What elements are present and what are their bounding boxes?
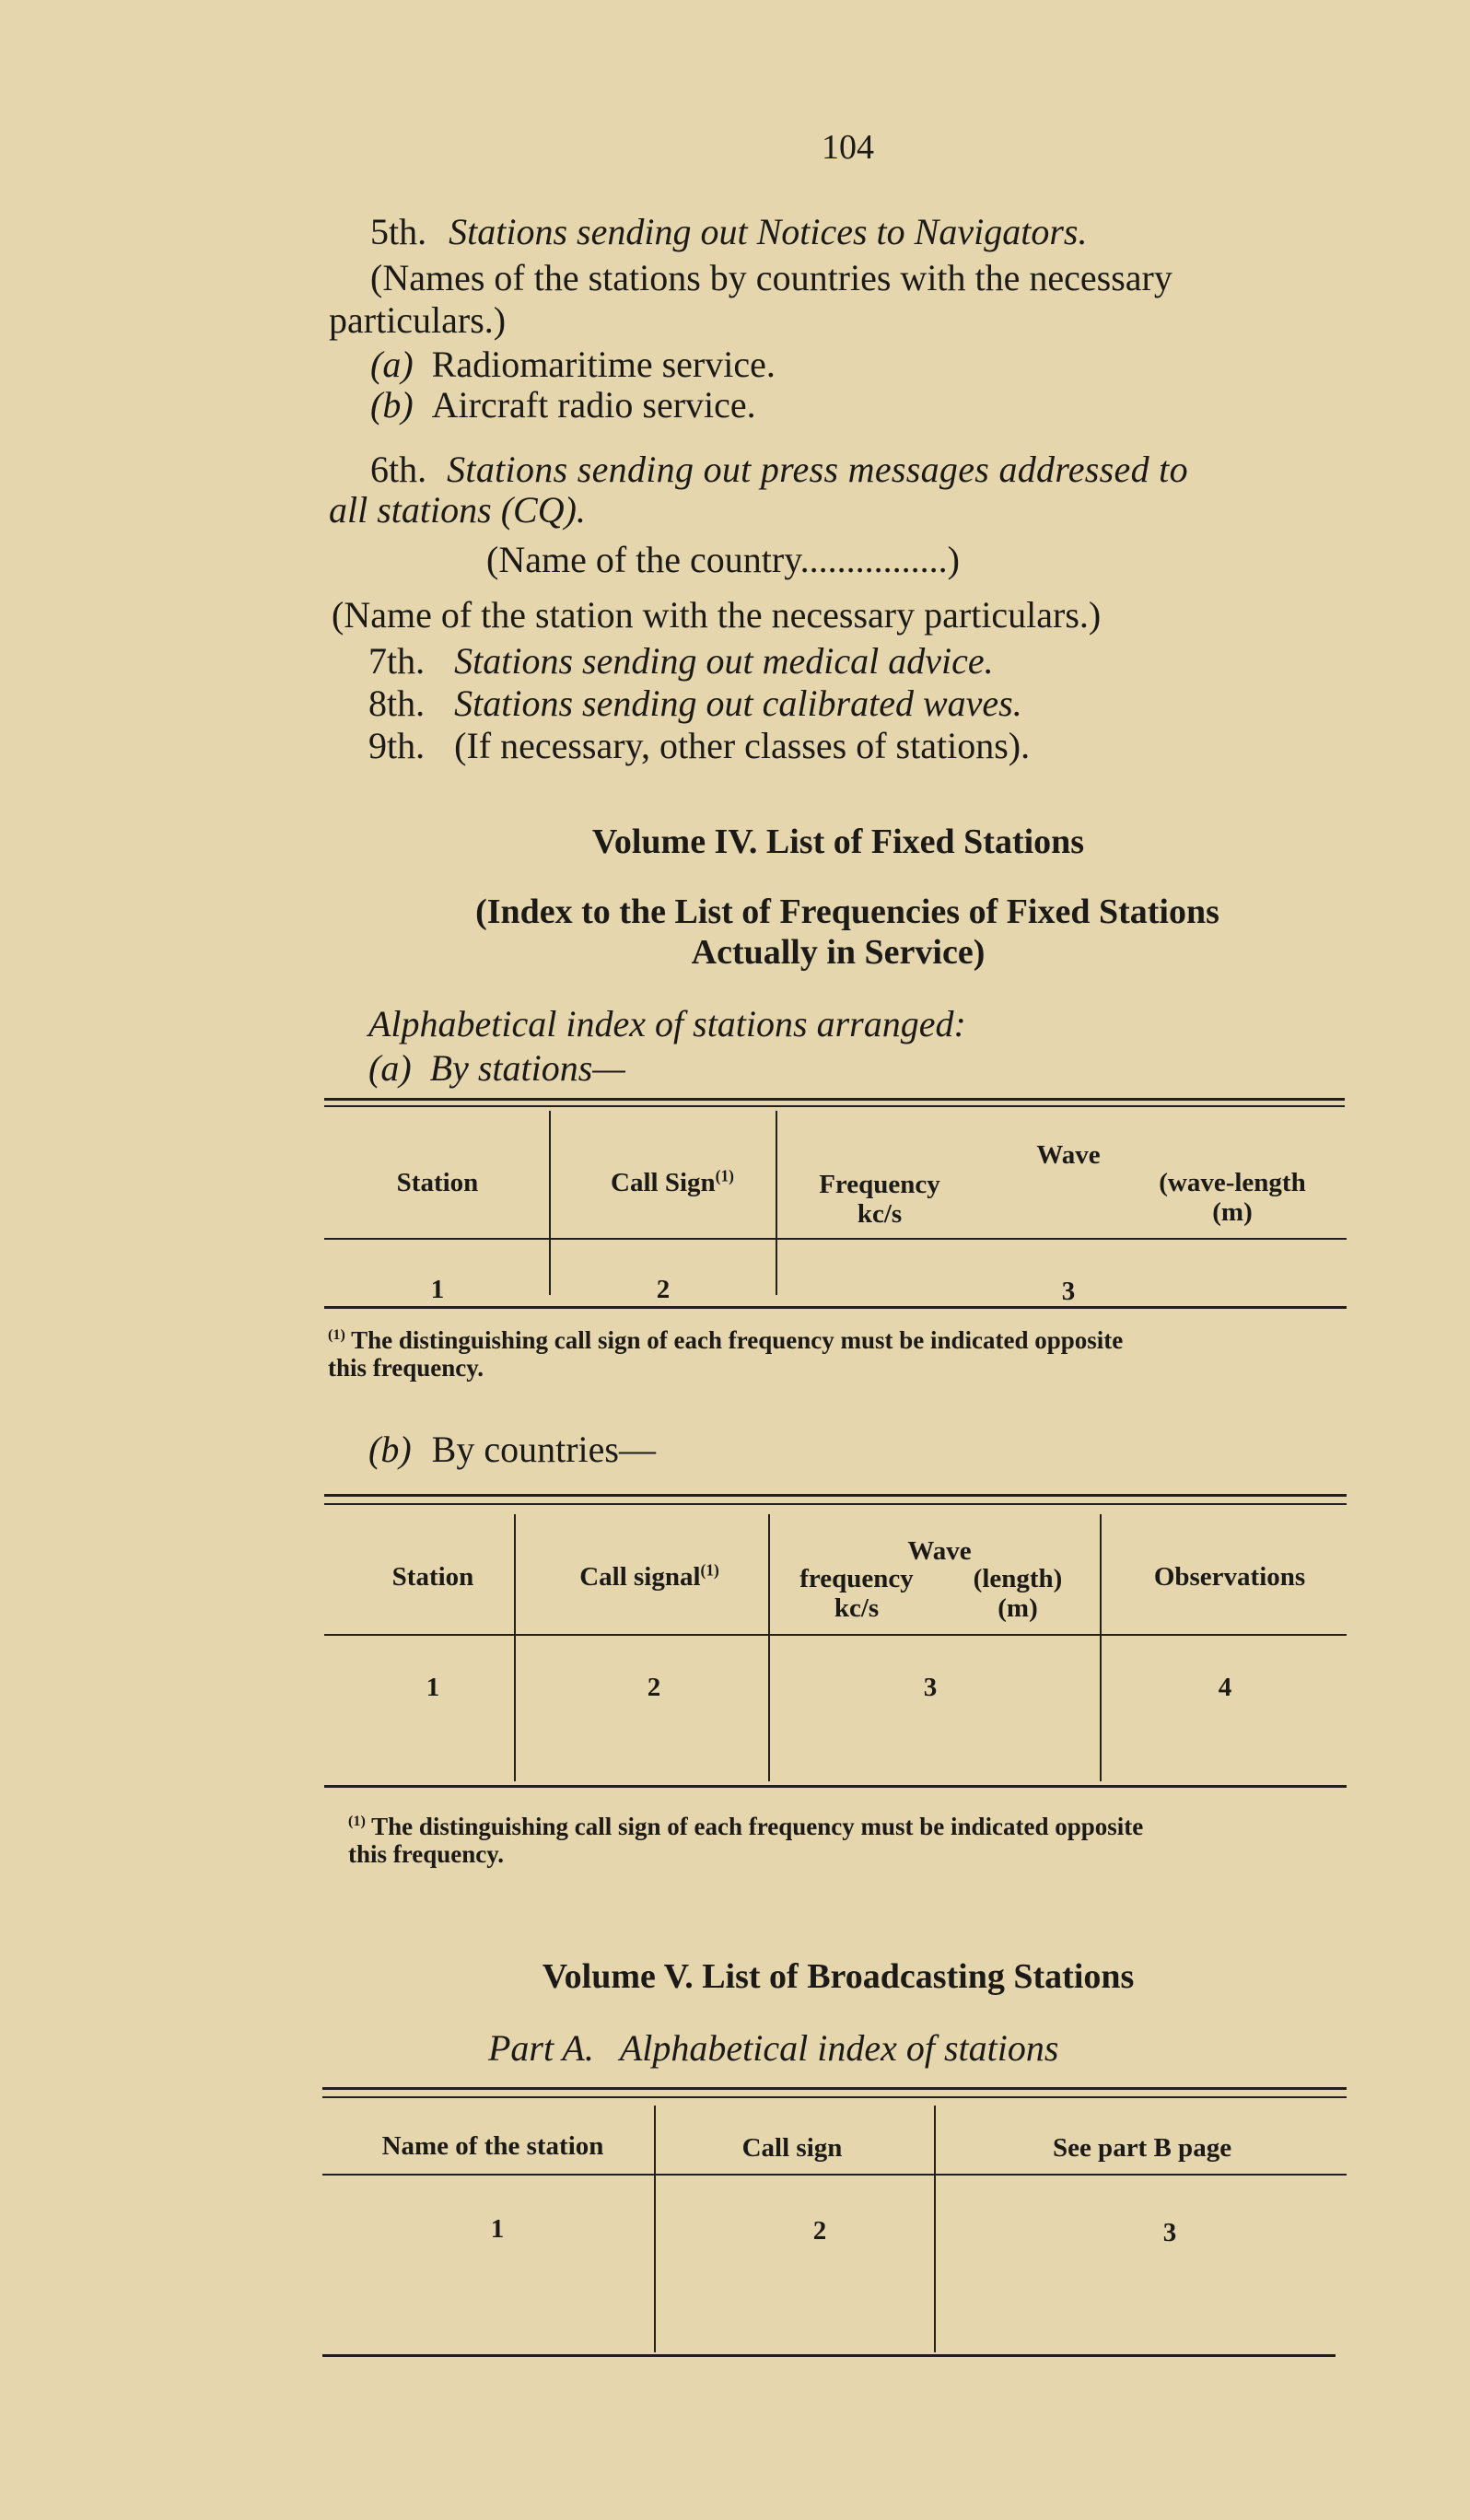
table-c-header-call-sign: Call sign [741,2133,843,2163]
table-a-header-wavelength: (wave-length (m) [1159,1168,1306,1227]
table-a-header-rule [324,1238,1347,1240]
table-b-divider-2 [768,1514,770,1781]
item-7-text: Stations sending out medical advice. [454,640,994,682]
volume-4-title: Volume IV. List of Fixed Stations [591,822,1085,861]
item-5-b-label: (b) [370,384,414,426]
table-b-header-observations: Observations [1153,1562,1306,1592]
table-c-bottom-rule [322,2354,1336,2357]
item-6-title-line-2: all stations (CQ). [329,489,586,531]
volume-4-b-label: (b) [368,1429,412,1470]
table-a-footnote: $^{(1)}$ The distinguishing call sign of each frequency must be indicated opposite this frequency. [328,1326,1124,1382]
item-5-number: 5th. [370,211,427,252]
table-a-top-rule [324,1098,1345,1101]
volume-5-title: Volume V. List of Broadcasting Stations [542,1957,1135,1996]
table-a-col-number-2: 2 [656,1275,671,1304]
document-page: 104 5th. Stations sending out Notices to Navigators. (Names of the stations by countries with the necessary particulars.) (a) Radiomaritime service. (b) Aircraft radio service. 6th. Stations sending out press messages addressed to all stations (CQ). (Name of the country................) (Name of the station with the necessary particulars.) 7th. Stations sending out medical advice. 8th. Stations sending out calibrated waves. 9th. (If necessary, other classes of stations). Volume IV. List of Fixed Stations (Index to the List of Frequencies of Fixed Stations Actually in Service) Alphabetical index of stations arranged: (a) By stations— Station Call Sign$^{(1)}$ Wave Frequency kc/s (wave-length (m) 1 2 3 $^{(1)}$ The distinguishing call sign of each frequency must be indicated opposite this frequency. (b) By countries— Station Call signal$^{(1)}$ Wave frequency kc/s (length) (m) Observations 1 2 3 4 $^{(1)}$ The distinguishing call sign of each frequency must be indicated opposite this frequency. Volume V. List of Broadcasting Stations Part A. Alphabetical index of stations Name of the station Call sign See part B page 1 2 3 [0,0,1470,2520]
table-c-divider-1 [654,2106,656,2352]
item-5-note-line-2: particulars.) [329,299,507,341]
table-c-header-name: Name of the station [381,2131,604,2161]
table-b-top-rule [324,1494,1347,1497]
table-c-header-see-part-b: See part B page [1052,2133,1232,2163]
table-b-col-number-2: 2 [647,1673,661,1702]
item-9 [368,724,1030,768]
table-c-col-number-2: 2 [812,2216,827,2246]
volume-4-intro: Alphabetical index of stations arranged: [368,1003,966,1044]
item-8-text: Stations sending out calibrated waves. [454,682,1022,724]
item-6-number: 6th. [370,449,427,490]
table-b-header-frequency: frequency kc/s [799,1564,914,1623]
item-6-title-line-1: Stations sending out press messages addressed to [447,449,1188,490]
table-a-col-number-3: 3 [1061,1277,1076,1306]
part-a-title: Alphabetical index of stations [619,2027,1059,2069]
table-b-header-rule [324,1634,1347,1636]
table-a-header-frequency: Frequency kc/s [819,1170,940,1229]
table-a-header-station: Station [396,1168,479,1197]
table-b-col-number-4: 4 [1218,1673,1232,1702]
volume-4-a-label: (a) [368,1047,412,1089]
table-a-divider-2 [776,1111,777,1295]
table-b-header-length: (length) (m) [973,1564,1063,1623]
item-5-note-line-1: (Names of the stations by countries with the necessary [370,257,1172,298]
table-a-top-rule-2 [324,1105,1345,1107]
item-5-b [370,383,756,427]
table-b-footnote: $^{(1)}$ The distinguishing call sign of each frequency must be indicated opposite this frequency. [348,1813,1144,1868]
item-7 [368,639,994,683]
table-a-divider-1 [549,1111,551,1295]
table-a-col-number-1: 1 [430,1275,445,1304]
volume-4-b [368,1428,656,1472]
item-5-a-label: (a) [370,344,414,385]
table-c-header-rule [322,2174,1347,2176]
table-b-header-wave: Wave [907,1536,972,1566]
table-b-divider-1 [514,1514,516,1781]
item-7-number: 7th. [368,640,426,682]
item-5-a [370,343,776,387]
table-b-top-rule-2 [324,1503,1347,1505]
table-b-bottom-rule [324,1785,1347,1788]
table-a-header-call-sign: Call Sign$^{(1)}$ [611,1166,734,1197]
table-b-header-call-signal: Call signal$^{(1)}$ [579,1560,719,1592]
table-a-bottom-rule [324,1306,1347,1309]
table-b-header-station: Station [391,1562,474,1592]
part-a-label: Part A. [488,2027,594,2069]
item-8 [368,682,1022,726]
item-6-country: (Name of the country................) [486,539,960,580]
item-5-a-text: Radiomaritime service. [431,344,776,385]
item-9-number: 9th. [368,725,426,766]
volume-4-b-text: By countries— [431,1429,656,1470]
table-c-col-number-3: 3 [1162,2218,1177,2247]
volume-4-a-text: By stations— [429,1047,625,1089]
volume-4-subtitle-line-1: (Index to the List of Frequencies of Fixed Stations [475,892,1219,931]
item-5-title: Stations sending out Notices to Navigators. [449,211,1088,252]
table-b-col-number-3: 3 [923,1673,938,1702]
volume-5-part-a [488,2026,1058,2071]
item-8-number: 8th. [368,682,426,724]
item-5-b-text: Aircraft radio service. [431,384,756,426]
table-b-col-number-1: 1 [426,1673,440,1702]
table-c-top-rule-2 [322,2096,1347,2098]
volume-4-subtitle-line-2: Actually in Service) [691,933,986,972]
table-b-divider-3 [1100,1514,1102,1781]
table-a-header-wave: Wave [1036,1140,1101,1170]
table-c-top-rule [322,2087,1347,2090]
table-c-divider-2 [934,2106,936,2352]
item-5-heading [370,210,1087,254]
item-6-station: (Name of the station with the necessary particulars.) [332,594,1102,636]
item-9-text: (If necessary, other classes of stations). [454,725,1031,766]
item-6-heading [370,448,1347,492]
table-c-col-number-1: 1 [490,2214,505,2244]
volume-4-a [368,1046,625,1091]
